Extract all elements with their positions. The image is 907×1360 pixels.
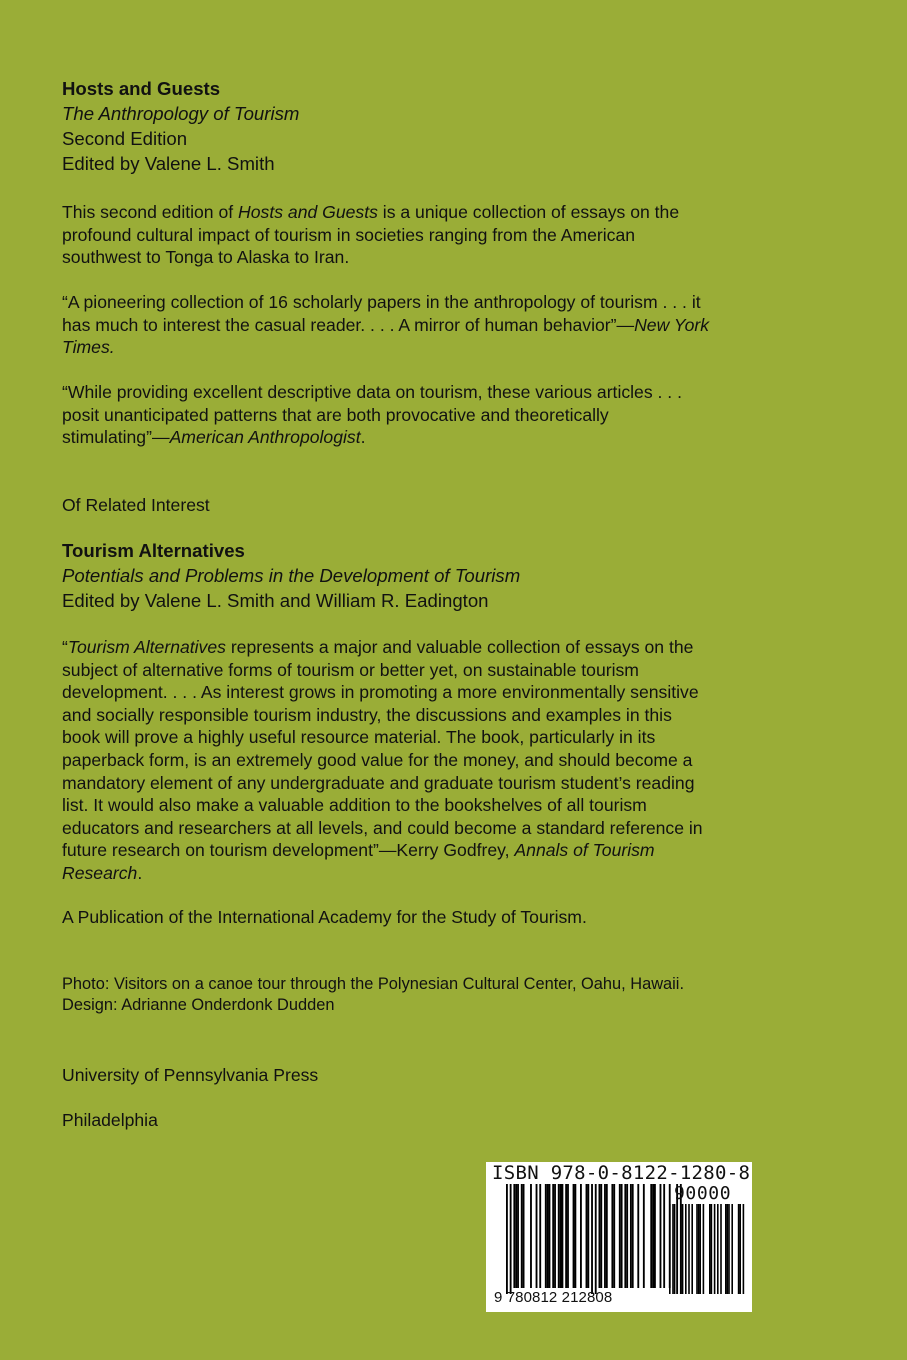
- quote-text: stimulating”—: [62, 427, 170, 448]
- barcode-bar: [521, 1184, 523, 1288]
- review-quote-nyt: [62, 291, 709, 359]
- barcode-bar: [621, 1184, 623, 1288]
- book-editor: Edited by Valene L. Smith: [62, 153, 275, 174]
- barcode-bar: [554, 1184, 556, 1288]
- review-text: paperback form, is an extremely good value for the money, and should become a: [62, 749, 693, 770]
- barcode-bar: [619, 1184, 621, 1288]
- barcode-addon-bar: [703, 1204, 705, 1294]
- barcode-bar: [586, 1184, 588, 1288]
- review-title-ref: Tourism Alternatives: [67, 637, 226, 657]
- related-review: [62, 636, 703, 885]
- barcode-addon-bar: [699, 1204, 701, 1294]
- barcode-addon-bar: [691, 1204, 693, 1294]
- barcode-addon-bar: [714, 1204, 716, 1294]
- barcode-addon-bar: [727, 1204, 729, 1294]
- barcode-bar: [574, 1184, 576, 1288]
- quote-source: Times.: [62, 337, 115, 358]
- publication-note: A Publication of the International Academy for the Study of Tourism.: [62, 907, 587, 927]
- barcode-bar: [587, 1184, 589, 1288]
- quote-source: New York: [634, 314, 710, 335]
- barcode-bar: [565, 1184, 567, 1288]
- barcode-bar: [626, 1184, 628, 1288]
- barcode-addon-bar: [698, 1204, 700, 1294]
- review-text: mandatory element of any undergraduate and graduate tourism student’s reading: [62, 772, 695, 793]
- barcode-bar: [652, 1184, 654, 1288]
- publisher-name: University of Pennsylvania Press: [62, 1065, 319, 1085]
- book-subtitle: The Anthropology of Tourism: [62, 103, 300, 124]
- quote-text: .: [360, 427, 366, 448]
- barcode-bar: [606, 1184, 608, 1288]
- barcode-addon-bar: [720, 1204, 722, 1294]
- barcode-bar: [595, 1184, 597, 1294]
- barcode-bar: [643, 1184, 645, 1288]
- book-header: [62, 76, 299, 176]
- barcode-bar: [558, 1184, 560, 1288]
- book-title: Hosts and Guests: [62, 78, 221, 99]
- barcode-bar: [510, 1184, 512, 1294]
- barcode-bar: [600, 1184, 602, 1288]
- quote-text: posit unanticipated patterns that are both provocative and theoretically: [62, 404, 609, 425]
- barcode-addon-bar: [685, 1204, 687, 1294]
- book-description: [62, 201, 679, 269]
- barcode-addon-bar: [688, 1204, 690, 1294]
- review-text: book will prove a highly useful resource material. The book, particularly in its: [62, 727, 656, 748]
- barcode-bar: [552, 1184, 554, 1288]
- barcode-addon-bar: [743, 1204, 745, 1294]
- book-edition: Second Edition: [62, 128, 188, 149]
- design-credit: Design: Adrianne Onderdonk Dudden: [62, 996, 335, 1014]
- barcode-addon-bar: [725, 1204, 727, 1294]
- review-quote-aa: [62, 381, 682, 449]
- quote-text: “A pioneering collection of 16 scholarly papers in the anthropology of tourism . . . it: [62, 292, 701, 312]
- description-title-ref: Hosts and Guests: [238, 202, 378, 222]
- description-text: is a unique collection of essays on the: [377, 202, 680, 222]
- barcode-digits: 9 780812 212808: [494, 1289, 613, 1306]
- barcode-addon-bar: [731, 1204, 733, 1294]
- barcode-addon-bar: [674, 1204, 676, 1294]
- review-text: future research on tourism development”—Kerry Godfrey,: [62, 840, 515, 861]
- barcode-addon-bar: [738, 1204, 740, 1294]
- barcode-bar: [632, 1184, 634, 1288]
- barcode-bar: [650, 1184, 652, 1288]
- barcode-bar: [513, 1184, 515, 1288]
- barcode-bar: [530, 1184, 532, 1288]
- related-book: [62, 538, 520, 613]
- photo-credit: Photo: Visitors on a canoe tour through the Polynesian Cultural Center, Oahu, Hawaii.: [62, 975, 684, 993]
- barcode-bar: [562, 1184, 564, 1288]
- barcode-bar: [591, 1184, 593, 1294]
- review-text: list. It would also make a valuable addition to the bookshelves of all tourism: [62, 795, 647, 816]
- description-text: profound cultural impact of tourism in societies ranging from the American: [62, 224, 636, 245]
- barcode-bar: [604, 1184, 606, 1288]
- barcode-bar: [536, 1184, 538, 1288]
- barcode-addon-bar: [672, 1204, 674, 1294]
- barcode-addon-bar: [728, 1204, 730, 1294]
- description-text: southwest to Tonga to Alaska to Iran.: [62, 247, 350, 268]
- review-text: development. . . . As interest grows in promoting a more environmentally sensitive: [62, 682, 699, 703]
- barcode-bar: [611, 1184, 613, 1288]
- barcode-bar: [515, 1184, 517, 1288]
- isbn-label: ISBN 978-0-8122-1280-8: [492, 1162, 751, 1184]
- barcode-addon-bar: [669, 1204, 671, 1294]
- review-text: .: [137, 862, 143, 883]
- barcode-addon-digits: 90000: [674, 1183, 732, 1204]
- barcode-addon-bar: [680, 1204, 682, 1294]
- barcode-bar: [549, 1184, 551, 1288]
- barcode-addon-bar: [709, 1204, 711, 1294]
- quote-text: has much to interest the casual reader. . . . A mirror of human behavior”—: [62, 314, 635, 335]
- barcode-bar: [624, 1184, 626, 1288]
- barcode-bar: [630, 1184, 632, 1288]
- related-heading: Of Related Interest: [62, 495, 210, 515]
- description-text: This second edition of: [62, 202, 239, 222]
- barcode-bar: [660, 1184, 662, 1288]
- barcode-addon-bar: [696, 1204, 698, 1294]
- barcode-bar: [506, 1184, 508, 1294]
- barcode-bar: [663, 1184, 665, 1288]
- review-text: “: [62, 637, 68, 657]
- review-text: educators and researchers at all levels, and could become a standard reference in: [62, 817, 703, 838]
- barcode-bar: [573, 1184, 575, 1288]
- barcode-addon-bar: [717, 1204, 719, 1294]
- barcode-bar: [547, 1184, 549, 1288]
- barcode-bar: [567, 1184, 569, 1288]
- review-source: Research: [62, 862, 138, 883]
- quote-text: “While providing excellent descriptive data on tourism, these various articles . . .: [62, 382, 682, 402]
- barcode-bar: [580, 1184, 582, 1288]
- review-text: and socially responsible tourism industry, the discussions and examples in this: [62, 704, 672, 725]
- credits: [62, 974, 684, 1016]
- barcode-bar: [613, 1184, 615, 1288]
- related-title: Tourism Alternatives: [62, 540, 245, 561]
- barcode-bar: [545, 1184, 547, 1288]
- isbn-barcode: [486, 1162, 752, 1312]
- publisher-city: Philadelphia: [62, 1110, 158, 1130]
- barcode-bar: [654, 1184, 656, 1288]
- barcode-addon-bar: [711, 1204, 713, 1294]
- barcode-bar: [523, 1184, 525, 1288]
- review-source: Annals of Tourism: [514, 840, 655, 861]
- barcode-bar: [560, 1184, 562, 1288]
- review-text: represents a major and valuable collection of essays on the: [225, 637, 694, 657]
- review-text: subject of alternative forms of tourism or better yet, on sustainable tourism: [62, 659, 639, 680]
- quote-source: American Anthropologist: [169, 427, 361, 448]
- related-editors: Edited by Valene L. Smith and William R. Eadington: [62, 590, 489, 611]
- barcode-bar: [517, 1184, 519, 1288]
- barcode-bar: [599, 1184, 601, 1288]
- barcode-bar: [539, 1184, 541, 1288]
- barcode-addon-bar: [739, 1204, 741, 1294]
- barcode-addon-bar: [682, 1204, 684, 1294]
- related-subtitle: Potentials and Problems in the Development of Tourism: [62, 565, 521, 586]
- barcode-bar: [637, 1184, 639, 1288]
